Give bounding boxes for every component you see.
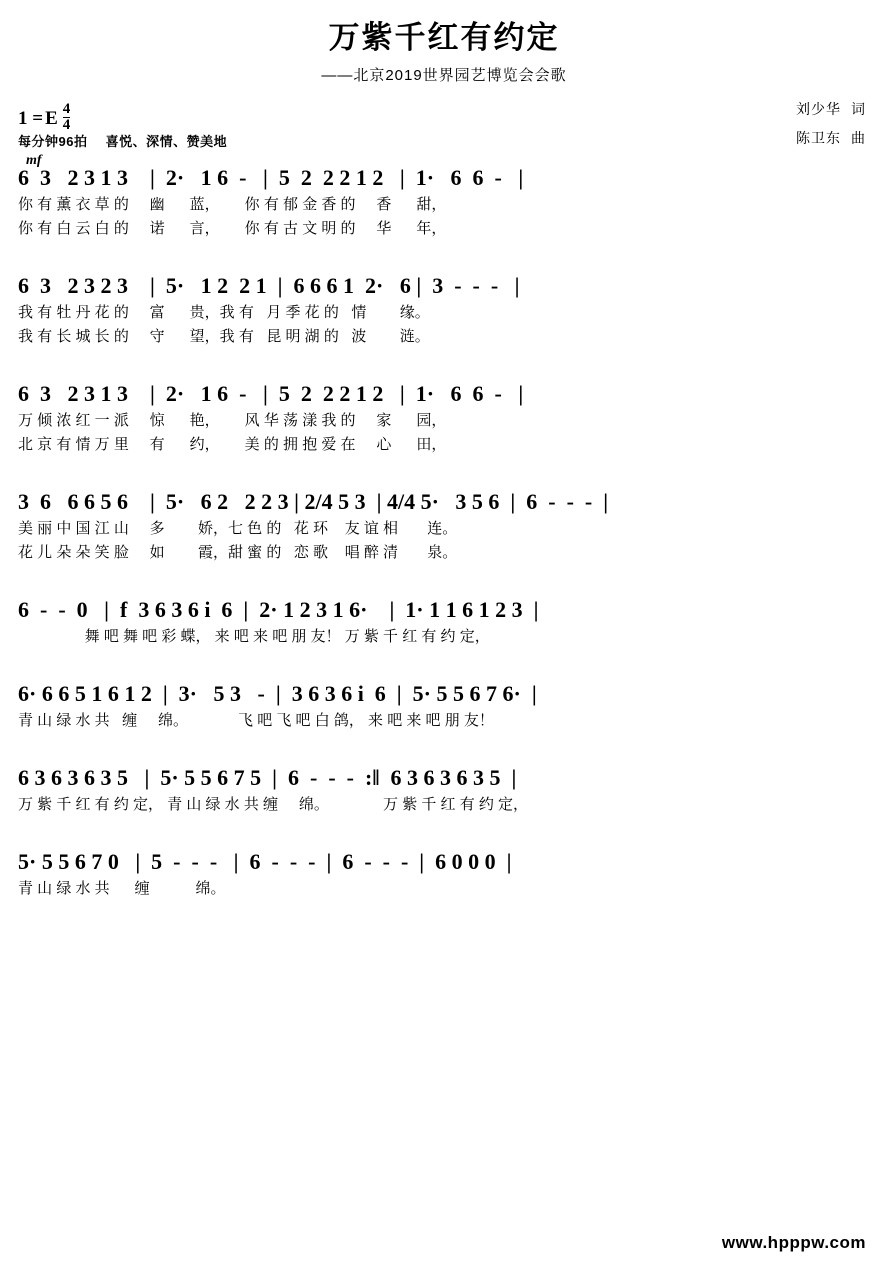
notation-line: 6 3 2 3 1 3 | 2· 1 6 - | 5 2 2 2 1 2 | 1· 6 6 - | bbox=[18, 381, 524, 406]
music-system bbox=[18, 595, 870, 649]
lyric-line-verse2: 我 有 长 城 长 的 守 望，我 有 昆 明 湖 的 波 涟。 bbox=[18, 328, 430, 345]
lyric-line-verse1: 你 有 薰 衣 草 的 幽 蓝， 你 有 郁 金 香 的 香 甜， bbox=[18, 196, 447, 213]
music-system bbox=[18, 847, 870, 901]
time-signature-denominator: 4 bbox=[62, 117, 71, 133]
music-system bbox=[18, 763, 870, 817]
lyric-line-verse1: 万 紫 千 红 有 约 定， 青 山 绿 水 共 缠 绵。 万 紫 千 红 有 约 定， bbox=[18, 796, 529, 813]
system-gap bbox=[18, 817, 870, 837]
music-system bbox=[18, 163, 870, 241]
expression-marking: 喜悦、深情、赞美地 bbox=[105, 134, 228, 149]
music-system bbox=[18, 379, 870, 457]
lyric-line-verse2: 花 儿 朵 朵 笑 脸 如 霞，甜 蜜 的 恋 歌 唱 醉 清 泉。 bbox=[18, 544, 458, 561]
tempo-marking bbox=[18, 131, 227, 150]
music-system bbox=[18, 679, 870, 733]
lyric-line-verse2: 你 有 白 云 白 的 诺 言， 你 有 古 文 明 的 华 年， bbox=[18, 220, 447, 237]
notation-line: 5· 5 5 6 7 0 | 5 - - - | 6 - - - | 6 - - - | 6 0 0 0 | bbox=[18, 849, 512, 874]
notation-line: 6· 6 6 5 1 6 1 2 | 3· 5 3 - | 3 6 3 6 i 6 | 5· 5 5 6 7 6· | bbox=[18, 681, 537, 706]
notation-line: 6 3 6 3 6 3 5 | 5· 5 5 6 7 5 | 6 - - - :‖ 6 3 6 3 6 3 5 | bbox=[18, 765, 517, 790]
system-gap bbox=[18, 565, 870, 585]
lyric-line-verse2: 北 京 有 情 万 里 有 约， 美 的 拥 抱 爱 在 心 田， bbox=[18, 436, 447, 453]
system-gap bbox=[18, 349, 870, 369]
system-gap bbox=[18, 733, 870, 753]
lyricist-role: 词 bbox=[851, 101, 866, 117]
system-gap bbox=[18, 457, 870, 477]
lyricist-name: 刘少华 bbox=[796, 101, 841, 117]
time-signature-numerator: 4 bbox=[62, 101, 71, 117]
tempo-bpm: 每分钟96拍 bbox=[18, 134, 88, 149]
lyric-line-verse1: 美 丽 中 国 江 山 多 娇，七 色 的 花 环 友 谊 相 连。 bbox=[18, 520, 458, 537]
lyric-line-verse1: 舞 吧 舞 吧 彩 蝶， 来 吧 来 吧 朋 友！ 万 紫 千 红 有 约 定， bbox=[18, 628, 490, 645]
system-gap bbox=[18, 241, 870, 261]
page-subtitle: ——北京2019世界园艺博览会会歌 bbox=[321, 67, 567, 84]
website-watermark[interactable]: www.hpppw.com bbox=[721, 1233, 866, 1252]
lyric-line-verse1: 万 倾 浓 红 一 派 惊 艳， 风 华 荡 漾 我 的 家 园， bbox=[18, 412, 447, 429]
lyric-line-verse1: 我 有 牡 丹 花 的 富 贵，我 有 月 季 花 的 情 缘。 bbox=[18, 304, 430, 321]
credits bbox=[796, 99, 866, 157]
notation-line: 6 3 2 3 2 3 | 5· 1 2 2 1 | 6 6 6 1 2· 6 | 3 - - - | bbox=[18, 273, 520, 298]
dynamic-mf: mf bbox=[26, 153, 42, 168]
notation-line: 6 - - 0 | f 3 6 3 6 i 6 | 2· 1 2 3 1 6· | 1· 1 1 6 1 2 3 | bbox=[18, 597, 539, 622]
key-note: E bbox=[45, 107, 58, 129]
lyricist-credit bbox=[796, 99, 866, 119]
music-system bbox=[18, 487, 870, 565]
key-signature bbox=[18, 103, 70, 134]
composer-name: 陈卫东 bbox=[796, 130, 841, 146]
system-gap bbox=[18, 649, 870, 669]
score-metadata bbox=[18, 91, 870, 168]
notation-line: 3 6 6 6 5 6 | 5· 6 2 2 2 3 | 2/4 5 3 | 4/4 5· 3 5 6 | 6 - - - | bbox=[18, 489, 609, 514]
music-system bbox=[18, 271, 870, 349]
composer-role: 曲 bbox=[851, 130, 866, 146]
lyric-line-verse1: 青 山 绿 水 共 缠 绵。 飞 吧 飞 吧 白 鸽， 来 吧 来 吧 朋 友！ bbox=[18, 712, 494, 729]
key-label: 1 = bbox=[18, 107, 44, 129]
page-title: 万紫千红有约定 bbox=[328, 20, 560, 55]
composer-credit bbox=[796, 128, 866, 148]
notation-line: 6 3 2 3 1 3 | 2· 1 6 - | 5 2 2 2 1 2 | 1· 6 6 - | bbox=[18, 165, 524, 190]
time-signature bbox=[63, 102, 71, 133]
lyric-line-verse1: 青 山 绿 水 共 缠 绵。 bbox=[18, 880, 226, 897]
sheet-music-page bbox=[0, 12, 888, 1261]
